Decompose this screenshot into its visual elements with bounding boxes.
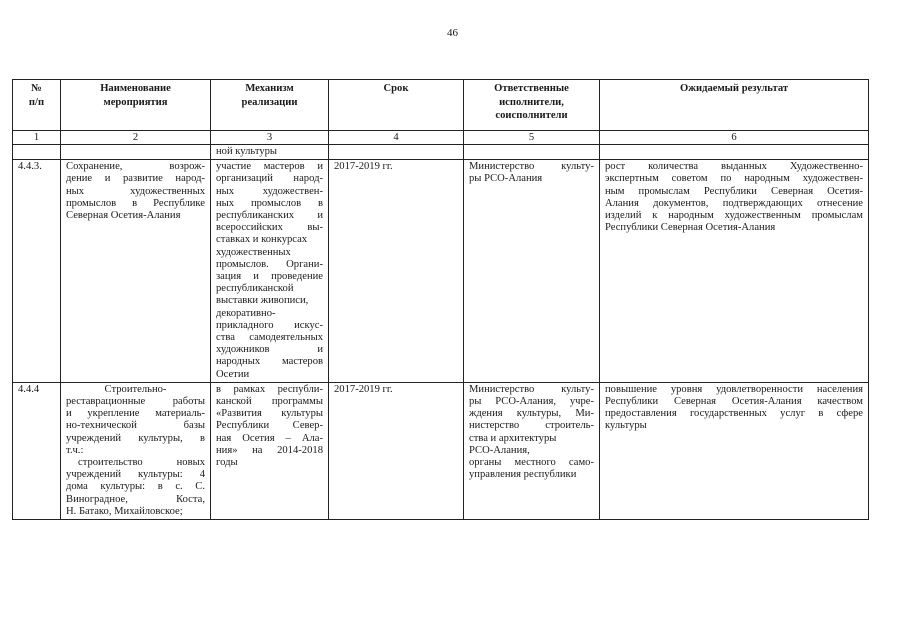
header-line: соисполнители [495,110,568,122]
text-line: но-технической базы [66,420,205,432]
table-row [13,382,869,519]
text-line: участие мастеров и [216,161,323,173]
text-line: ных художествен- [216,185,323,197]
header-line: реализации [241,96,298,108]
text-line: художественных [216,246,291,258]
responsible [464,160,600,383]
text-line: изделий к народным художественным промыслам [605,210,863,222]
continuation-row [13,145,869,160]
text-line: ния» на 2014-2018 [216,444,323,456]
row-number: 4.4.3. [13,160,61,383]
header-expected-result [600,80,869,131]
activity-name [61,160,211,383]
text-line: и укрепление материаль- [66,408,205,420]
text-line: республиканских и [216,210,323,222]
text-line: управления республики [469,469,577,481]
text-line: республиканской [216,283,294,295]
text-line: ства и архитектуры [469,432,557,444]
column-number: 3 [211,131,329,145]
text-line: дение и развитие народ- [66,173,205,185]
text-line: годы [216,457,238,469]
text-line: промыслов. Органи- [216,258,323,270]
text-line: т.ч.: [66,444,84,456]
text-line: нистерство строитель- [469,420,594,432]
column-number: 1 [13,131,61,145]
row-number: 4.4.4 [13,382,61,519]
term: 2017-2019 гг. [329,382,464,519]
activity-name [61,382,211,519]
header-line: Ответственные [494,83,569,94]
text-line: экспертным советом по народным художествен- [605,173,863,185]
text-line: Алания документов, подтверждающих отнесение [605,197,863,209]
responsible [464,382,600,519]
header-line: Ожидаемый результат [679,83,789,94]
text-line: Республики Северная Осетия-Алания качеством [605,396,863,408]
header-line: Срок [383,83,409,94]
header-line: № [31,83,42,94]
text-line: Министерство культу- [469,161,594,173]
expected-result [600,382,869,519]
header-line: Механизм [245,83,294,94]
continuation-text: ной культуры [211,145,329,160]
header-term [329,80,464,131]
text-line: Северная Осетия-Алания [66,210,181,222]
header-activity-name [61,80,211,131]
mechanism [211,382,329,519]
header-line: исполнители, [499,96,564,108]
column-number: 2 [61,131,211,145]
text-line: повышение уровня удовлетворенности населения [605,383,863,395]
text-line: реставрационные работы [66,396,205,408]
text-line: канской программы [216,396,323,408]
header-mechanism [211,80,329,131]
text-line: Сохранение, возрож- [66,161,205,173]
text-line: Осетии [216,368,250,380]
text-line: художников и [216,344,323,356]
text-line: ных художественных [66,185,205,197]
text-line: ждения культуры, Ми- [469,408,594,420]
text-line: в рамках республи- [216,383,323,395]
text-line: всероссийских вы- [216,222,323,234]
column-number-row [13,131,869,145]
text-line: промыслов в Республике [66,197,205,209]
text-line: Республики Север- [216,420,323,432]
table-header-row [13,80,869,131]
text-line: ных промыслов в [216,197,323,209]
text-line: Строительно- [104,383,167,395]
text-line: предоставления государственных услуг в сфере [605,408,863,420]
column-number: 5 [464,131,600,145]
table-row [13,160,869,383]
text-line: строительство новых [78,457,205,469]
header-line: Наименование [100,83,171,94]
text-line: народных мастеров [216,356,323,368]
text-line: ства самодеятельных [216,332,323,344]
text-line: Республики Северная Осетия-Алания [605,222,776,234]
header-responsible [464,80,600,131]
expected-result [600,160,869,383]
text-line: дома культуры: в с. С. [66,481,205,493]
text-line: учреждений культуры, в [66,432,205,444]
text-line: культуры [605,420,647,432]
header-line: мероприятия [103,96,168,108]
term: 2017-2019 гг. [329,160,464,383]
text-line: органы местного само- [469,457,594,469]
column-number: 6 [600,131,869,145]
mechanism [211,160,329,383]
text-line: организаций народ- [216,173,323,185]
header-number [13,80,61,131]
plan-table [12,79,869,520]
text-line: рост количества выданных Художественно- [605,161,863,173]
text-line: ным промыслам Республики Северная Осетия- [605,185,863,197]
text-line: Министерство культу- [469,383,594,395]
text-line: «Развития культуры [216,408,323,420]
text-line: зация и проведение [216,271,323,283]
page-number: 46 [447,27,458,39]
text-line: ры РСО-Алания [469,173,543,185]
text-line: Виноградное, Коста, [66,493,205,505]
text-line: декоративно- [216,307,276,319]
text-line: Н. Батако, Михайловское; [66,505,183,517]
text-line: прикладного искус- [216,319,323,331]
text-line: выставки живописи, [216,295,309,307]
text-line: учреждений культуры: 4 [66,469,205,481]
text-line: ры РСО-Алания, учре- [469,396,594,408]
text-line: ставках и конкурсах [216,234,308,246]
column-number: 4 [329,131,464,145]
text-line: РСО-Алания, [469,444,530,456]
text-line: ная Осетия – Ала- [216,432,323,444]
header-line: п/п [28,96,45,108]
